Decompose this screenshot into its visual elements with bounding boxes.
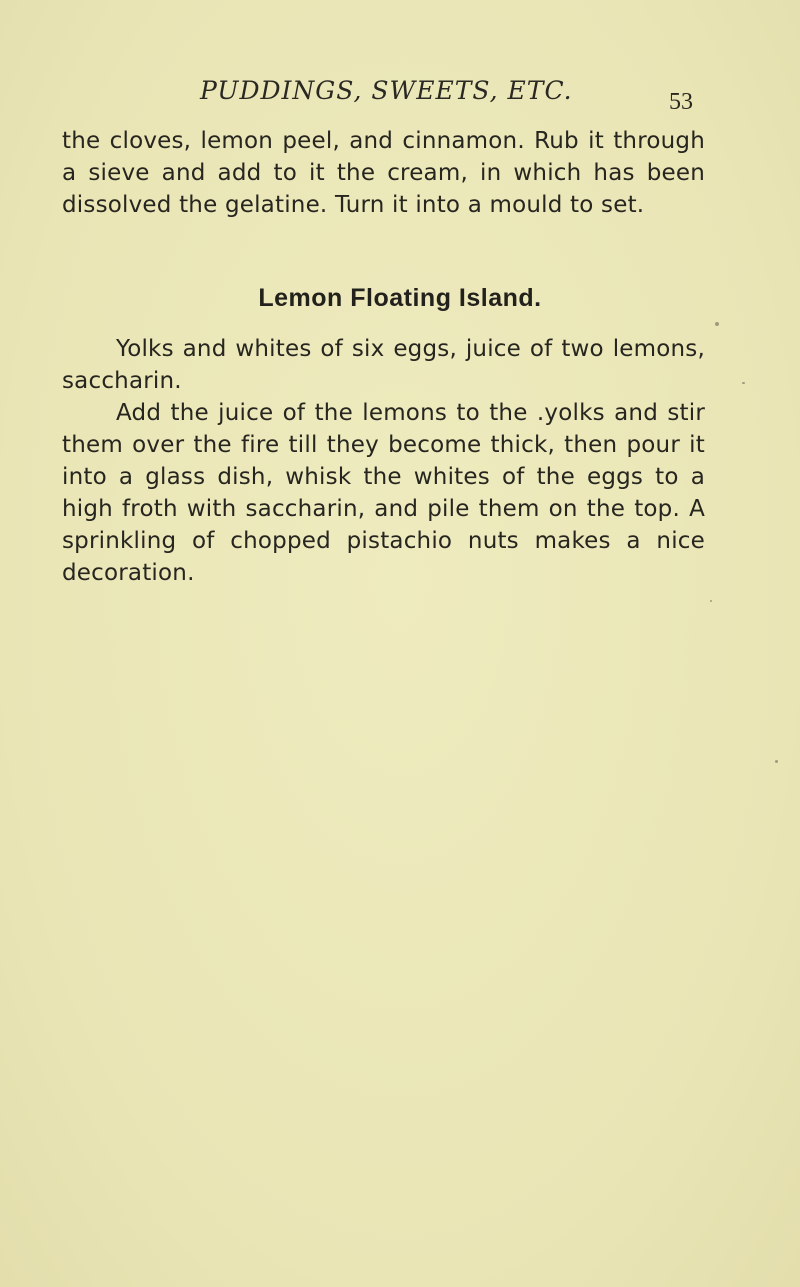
- continued-paragraph: the cloves, lemon peel, and cinnamon. Rub it through a sieve and add to it the cream, in which has been dissolved the gelatine. Turn it into a mould to set.: [62, 128, 705, 218]
- paper-speck: [710, 600, 712, 602]
- ingredients-paragraph: Yolks and whites of six eggs, juice of two lemons, saccharin.: [62, 336, 705, 394]
- running-head: PUDDINGS, SWEETS, ETC.: [200, 76, 573, 105]
- method-paragraph: Add the juice of the lemons to the .yolks and stir them over the fire till they become thick, then pour it into a glass dish, whisk the whites of the eggs to a high froth with saccharin, and pile them on the top. A sprinkling of chopped pistachio nuts makes a nice decoration.: [62, 400, 705, 586]
- paper-speck: [742, 382, 745, 384]
- recipe-title: Lemon Floating Island.: [258, 284, 542, 312]
- paper-speck: [715, 322, 719, 326]
- paper-speck: [775, 760, 778, 763]
- page-number: 53: [669, 89, 693, 115]
